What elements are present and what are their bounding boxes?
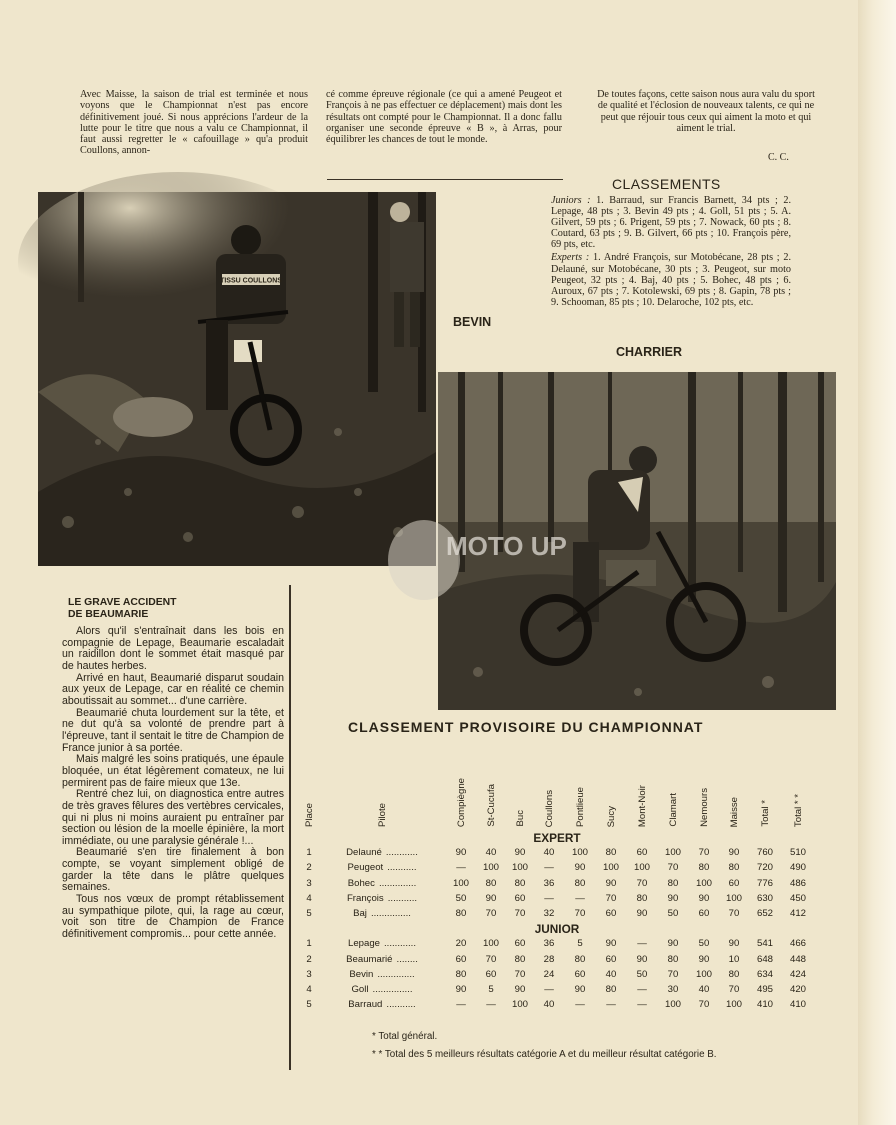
score-cell: 80 (728, 862, 740, 874)
score-cell: 80 (667, 953, 679, 965)
table-row (300, 952, 814, 967)
score-cell: 100 (452, 877, 469, 889)
place-cell: 5 (306, 908, 312, 920)
score-cell: 60 (728, 877, 740, 889)
score-cell: 412 (789, 908, 806, 920)
score-cell: 70 (574, 908, 586, 920)
score-cell: 50 (667, 908, 679, 920)
score-cell: 90 (514, 847, 526, 859)
score-cell: — (544, 862, 554, 874)
column-header (446, 752, 476, 830)
score-cell: 36 (543, 877, 555, 889)
leader-dots: ........... (387, 892, 418, 904)
score-cell: 90 (605, 877, 617, 889)
score-cell: 40 (698, 983, 710, 995)
score-cell: 100 (695, 877, 712, 889)
score-cell: 80 (728, 968, 740, 980)
score-cell: — (486, 999, 496, 1011)
table-row (300, 997, 814, 1012)
score-cell: 10 (728, 953, 740, 965)
column-header-label: Compiègne (455, 777, 467, 827)
page-edge (858, 0, 896, 1125)
column-header-label: Pontlieue (574, 786, 586, 827)
score-cell: — (575, 999, 585, 1011)
pilot-name: Baj (353, 908, 367, 920)
score-cell: 80 (514, 877, 526, 889)
experts-text: 1. André François, sur Motobécane, 28 pts ; 2. Delauné, sur Motobécane, 30 pts ; 3. Peugeot, sur moto Peugeot, 32 pts ; 4. Baj, 40 pts ; 5. Bohec, 48 pts ; 6. Auroux, 67 pts ; 7. Kotolewski, 69 pts ; 8. Gapin, 78 pts ; 9. Schooman, 85 pts ; 10. Delaroche, 102 pts, etc. (551, 252, 792, 308)
score-cell: 70 (485, 908, 497, 920)
score-cell: 40 (605, 968, 617, 980)
score-cell: 80 (455, 968, 467, 980)
category-label: JUNIOR (534, 922, 580, 937)
article-title (68, 597, 177, 620)
column-header-label: Buc (514, 810, 526, 827)
column-header-label: Maisse (728, 796, 740, 827)
article-body (62, 626, 284, 941)
leader-dots: .............. (377, 968, 415, 980)
score-cell: 60 (455, 953, 467, 965)
score-cell: 90 (574, 862, 586, 874)
score-cell: 60 (514, 938, 526, 950)
category-label: EXPERT (533, 831, 581, 846)
column-header-label: Clamart (667, 793, 679, 827)
score-cell: 90 (667, 938, 679, 950)
score-cell: 5 (577, 938, 583, 950)
experts-label: Experts : (551, 252, 590, 264)
juniors-results (551, 195, 791, 250)
place-cell: 4 (306, 983, 312, 995)
column-header (476, 752, 506, 830)
score-cell: 60 (574, 968, 586, 980)
column-header (658, 752, 688, 830)
column-header-label: Sucy (605, 805, 617, 827)
score-cell: 100 (633, 862, 650, 874)
score-cell: — (456, 999, 466, 1011)
score-cell: 50 (698, 938, 710, 950)
pilot-cell (318, 982, 446, 997)
place-cell: 1 (306, 847, 312, 859)
score-cell: 541 (756, 938, 773, 950)
column-header-label: Total * * (792, 793, 804, 827)
place-cell: 5 (306, 999, 312, 1011)
score-cell: — (606, 999, 616, 1011)
score-cell: 648 (756, 953, 773, 965)
leader-dots: ........... (387, 862, 417, 874)
score-cell: 410 (789, 999, 806, 1011)
pilot-name: Bohec (347, 877, 375, 889)
table-row (300, 906, 814, 921)
leader-dots: ........ (396, 953, 418, 965)
place-cell: 1 (306, 938, 312, 950)
score-cell: 448 (789, 953, 806, 965)
column-header-label: St-Cucufa (485, 784, 497, 827)
pilot-name: Lepage (347, 938, 380, 950)
score-cell: 60 (485, 968, 497, 980)
score-cell: 90 (605, 938, 617, 950)
table-row (300, 860, 814, 875)
standings-title: CLASSEMENT PROVISOIRE DU CHAMPIONNAT (348, 719, 704, 735)
score-cell: 70 (636, 877, 648, 889)
article-title-line2: DE BEAUMARIE (68, 608, 149, 620)
score-cell: 90 (636, 908, 648, 920)
score-cell: — (456, 862, 466, 874)
score-cell: 90 (574, 983, 586, 995)
intro-column-1: Avec Maisse, la saison de trial est terminée et nous voyons que le Championnat n'est pas encore définitivement joué. Si nous apprécions l'ardeur de la lutte pour le titre que nous a valu ce Championnat, il faut aussi regretter le « cafouillage » qu'a produit Coullons, annon- (80, 89, 308, 157)
column-header-label: Place (303, 803, 315, 827)
score-cell: 90 (667, 892, 679, 904)
article-paragraph: Mais malgré les soins pratiqués, une épaule bloquée, un état légèrement comateux, ne lui permirent pas de faire mieux que 13e. (62, 753, 284, 789)
score-cell: 70 (667, 968, 679, 980)
score-cell: — (637, 983, 647, 995)
column-header-label: Pilote (376, 803, 388, 827)
score-cell: — (575, 892, 585, 904)
score-cell: 100 (695, 968, 712, 980)
score-cell: 60 (636, 847, 648, 859)
score-cell: 20 (455, 938, 467, 950)
column-header-label: Total * (759, 800, 771, 827)
score-cell: 40 (485, 847, 497, 859)
score-cell: 90 (455, 983, 467, 995)
score-cell: 70 (605, 892, 617, 904)
watermark-text: MOTO UP (446, 531, 567, 561)
table-row (300, 891, 814, 906)
score-cell: 60 (605, 953, 617, 965)
score-cell: 70 (667, 862, 679, 874)
score-cell: 60 (698, 908, 710, 920)
score-cell: 80 (667, 877, 679, 889)
score-cell: 70 (514, 908, 526, 920)
column-header (534, 752, 564, 830)
article-paragraph: Rentré chez lui, on diagnostica entre autres de très graves fêlures des vertèbres cervicales, qui ni plus ni moins auraient pu entraîner par section ou lésion de la moelle épinière, la mort immédiate, ou une paralysie générale !... (62, 788, 284, 847)
score-cell: 80 (605, 983, 617, 995)
score-cell: 80 (574, 877, 586, 889)
pilot-name: Delauné (346, 847, 382, 859)
score-cell: 70 (698, 847, 710, 859)
score-cell: — (637, 999, 647, 1011)
score-cell: 24 (543, 968, 555, 980)
score-cell: 760 (756, 847, 773, 859)
score-cell: 776 (756, 877, 773, 889)
score-cell: 420 (789, 983, 806, 995)
place-cell: 4 (306, 892, 312, 904)
score-cell: — (637, 938, 647, 950)
article-paragraph: Tous nos vœux de prompt rétablissement au sympathique pilote, qui, la rage au cœur, voit son titre de Champion de France définitivement compromis... pour cette année. (62, 893, 284, 941)
pilot-cell (318, 845, 446, 860)
category-row (300, 921, 814, 936)
score-cell: 28 (543, 953, 555, 965)
score-cell: 50 (636, 968, 648, 980)
score-cell: 30 (667, 983, 679, 995)
score-cell: 90 (728, 847, 740, 859)
score-cell: 720 (756, 862, 773, 874)
article-title-line1: LE GRAVE ACCIDENT (68, 597, 177, 608)
standings-table (300, 752, 814, 1012)
leader-dots: ........... (386, 999, 416, 1011)
column-header (782, 752, 814, 830)
score-cell: 70 (698, 999, 710, 1011)
score-cell: 100 (602, 862, 619, 874)
score-cell: 90 (514, 983, 526, 995)
score-cell: 652 (756, 908, 773, 920)
score-cell: 80 (455, 908, 467, 920)
place-cell: 2 (306, 953, 312, 965)
experts-results (551, 252, 791, 307)
article-paragraph: Alors qu'il s'entraînait dans les bois en compagnie de Lepage, Beaumarie escaladait un raidillon dont le sommet était masqué par de hautes herbes. (62, 625, 284, 672)
column-header (626, 752, 658, 830)
watermark-logo (384, 510, 567, 610)
score-cell: 80 (605, 847, 617, 859)
score-cell: 490 (789, 862, 806, 874)
pilot-cell (318, 891, 446, 906)
article-paragraph: Beaumarié chuta lourdement sur la tête, et ne dut qu'à sa volonté de prendre part à l'épreuve, tant il sentait le titre de Champion de France junior à sa portée. (62, 706, 284, 754)
place-cell: 2 (306, 862, 312, 874)
photo-rider-bevin (38, 192, 436, 566)
leader-dots: ............ (384, 938, 416, 950)
score-cell: 5 (488, 983, 494, 995)
pilot-name: François (346, 892, 384, 904)
score-cell: 60 (605, 908, 617, 920)
table-row (300, 936, 814, 951)
score-cell: 510 (789, 847, 806, 859)
score-cell: 100 (664, 847, 681, 859)
pilot-name: Bevin (349, 968, 374, 980)
score-cell: 90 (485, 892, 497, 904)
caption-charrier: CHARRIER (616, 345, 682, 359)
score-cell: 90 (636, 953, 648, 965)
intro-column-2: cé comme épreuve régionale (ce qui a amené Peugeot et François à ne pas effectuer ce déplacement) mais dont les résultats ont compté pour le Championnat. Il a donc fallu organiser une seconde épreuve « B », à Arras, pour équilibrer les chances de tout le monde. (326, 89, 562, 146)
score-cell: 32 (543, 908, 555, 920)
column-header (564, 752, 596, 830)
article-paragraph: Arrivé en haut, Beaumarié disparut soudain aux yeux de Lepage, car en réalité ce chemin aboutissait au sommet... d'une carrière. (62, 671, 284, 707)
score-cell: 410 (756, 999, 773, 1011)
score-cell: 36 (543, 938, 555, 950)
score-cell: — (544, 892, 554, 904)
score-cell: 634 (756, 968, 773, 980)
pilot-cell (318, 876, 446, 891)
pilot-cell (318, 860, 446, 875)
score-cell: 90 (698, 953, 710, 965)
score-cell: 486 (789, 877, 806, 889)
divider-line (327, 179, 563, 180)
score-cell: 70 (485, 953, 497, 965)
column-header-label: Nemours (698, 788, 710, 827)
score-cell: 630 (756, 892, 773, 904)
score-cell: — (544, 983, 554, 995)
column-header (720, 752, 748, 830)
leader-dots: ............... (370, 908, 411, 920)
table-row (300, 876, 814, 891)
place-cell: 3 (306, 968, 312, 980)
score-cell: 466 (789, 938, 806, 950)
standings-header-row (300, 752, 814, 830)
score-cell: 100 (664, 999, 681, 1011)
score-cell: 100 (511, 862, 528, 874)
column-header-label: Mont-Noir (636, 784, 648, 827)
score-cell: 100 (482, 938, 499, 950)
score-cell: 100 (482, 862, 499, 874)
pilot-cell (318, 997, 446, 1012)
pilot-name: Barraud (348, 999, 383, 1011)
score-cell: 80 (514, 953, 526, 965)
juniors-label: Juniors : (551, 195, 591, 206)
score-cell: 90 (728, 938, 740, 950)
table-row (300, 967, 814, 982)
caption-bevin: BEVIN (453, 315, 492, 329)
score-cell: 424 (789, 968, 806, 980)
score-cell: 80 (485, 877, 497, 889)
score-cell: 100 (725, 999, 742, 1011)
pilot-cell (318, 952, 446, 967)
classements-title: CLASSEMENTS (612, 176, 721, 192)
score-cell: 90 (455, 847, 467, 859)
pilot-cell (318, 936, 446, 951)
score-cell: 90 (698, 892, 710, 904)
jersey-text: TISSU COULLONS (220, 277, 282, 285)
leader-dots: .............. (378, 877, 417, 889)
classements-block (551, 195, 791, 310)
score-cell: 80 (698, 862, 710, 874)
signature: C. C. (768, 152, 789, 163)
score-cell: 80 (636, 892, 648, 904)
score-cell: 495 (756, 983, 773, 995)
column-header (300, 752, 318, 830)
leader-dots: ............... (372, 983, 413, 995)
leader-dots: ............ (385, 847, 418, 859)
pilot-cell (318, 906, 446, 921)
score-cell: 40 (543, 999, 555, 1011)
score-cell: 450 (789, 892, 806, 904)
score-cell: 70 (728, 983, 740, 995)
table-row (300, 845, 814, 860)
column-header (596, 752, 626, 830)
score-cell: 80 (574, 953, 586, 965)
footnote-total-general: * Total général. (372, 1031, 438, 1042)
column-header (318, 752, 446, 830)
category-row (300, 830, 814, 845)
score-cell: 100 (725, 892, 742, 904)
score-cell: 40 (543, 847, 555, 859)
juniors-text: 1. Barraud, sur Francis Barnett, 34 pts ; 2. Lepage, 48 pts ; 3. Bevin 49 pts ; 4. Goll, 51 pts ; 5. A. Gilvert, 59 pts ; 6. Prigent, 59 pts ; 7. Nowack, 60 pts ; 8. Coutard, 63 pts ; 9. B. Gilvert, 66 pts ; 10. François père, 69 pts, etc. (551, 195, 791, 251)
score-cell: 50 (455, 892, 467, 904)
article-paragraph: Beaumarié s'en tire finalement à bon compte, se voyant simplement obligé de garder la tête dans le plâtre quelques semaines. (62, 846, 284, 894)
footnote-total-best: * * Total des 5 meilleurs résultats catégorie A et du meilleur résultat catégorie B. (372, 1049, 717, 1060)
pilot-name: Goll (351, 983, 369, 995)
column-header (688, 752, 720, 830)
column-header (506, 752, 534, 830)
score-cell: 60 (514, 892, 526, 904)
column-header-label: Coullons (543, 789, 555, 827)
pilot-name: Beaumarié (346, 953, 393, 965)
pilot-cell (318, 967, 446, 982)
place-cell: 3 (306, 877, 312, 889)
table-row (300, 982, 814, 997)
score-cell: 100 (511, 999, 528, 1011)
column-header (748, 752, 782, 830)
score-cell: 70 (728, 908, 740, 920)
column-divider (289, 585, 291, 1070)
score-cell: 100 (571, 847, 588, 859)
pilot-name: Peugeot (347, 862, 384, 874)
score-cell: 70 (514, 968, 526, 980)
intro-column-3: De toutes façons, cette saison nous aura valu du sport de qualité et l'éclosion de nouveaux talents, ce qui ne peut que réjouir tous ceux qui aiment la moto et qui aiment le trial. (597, 89, 815, 134)
